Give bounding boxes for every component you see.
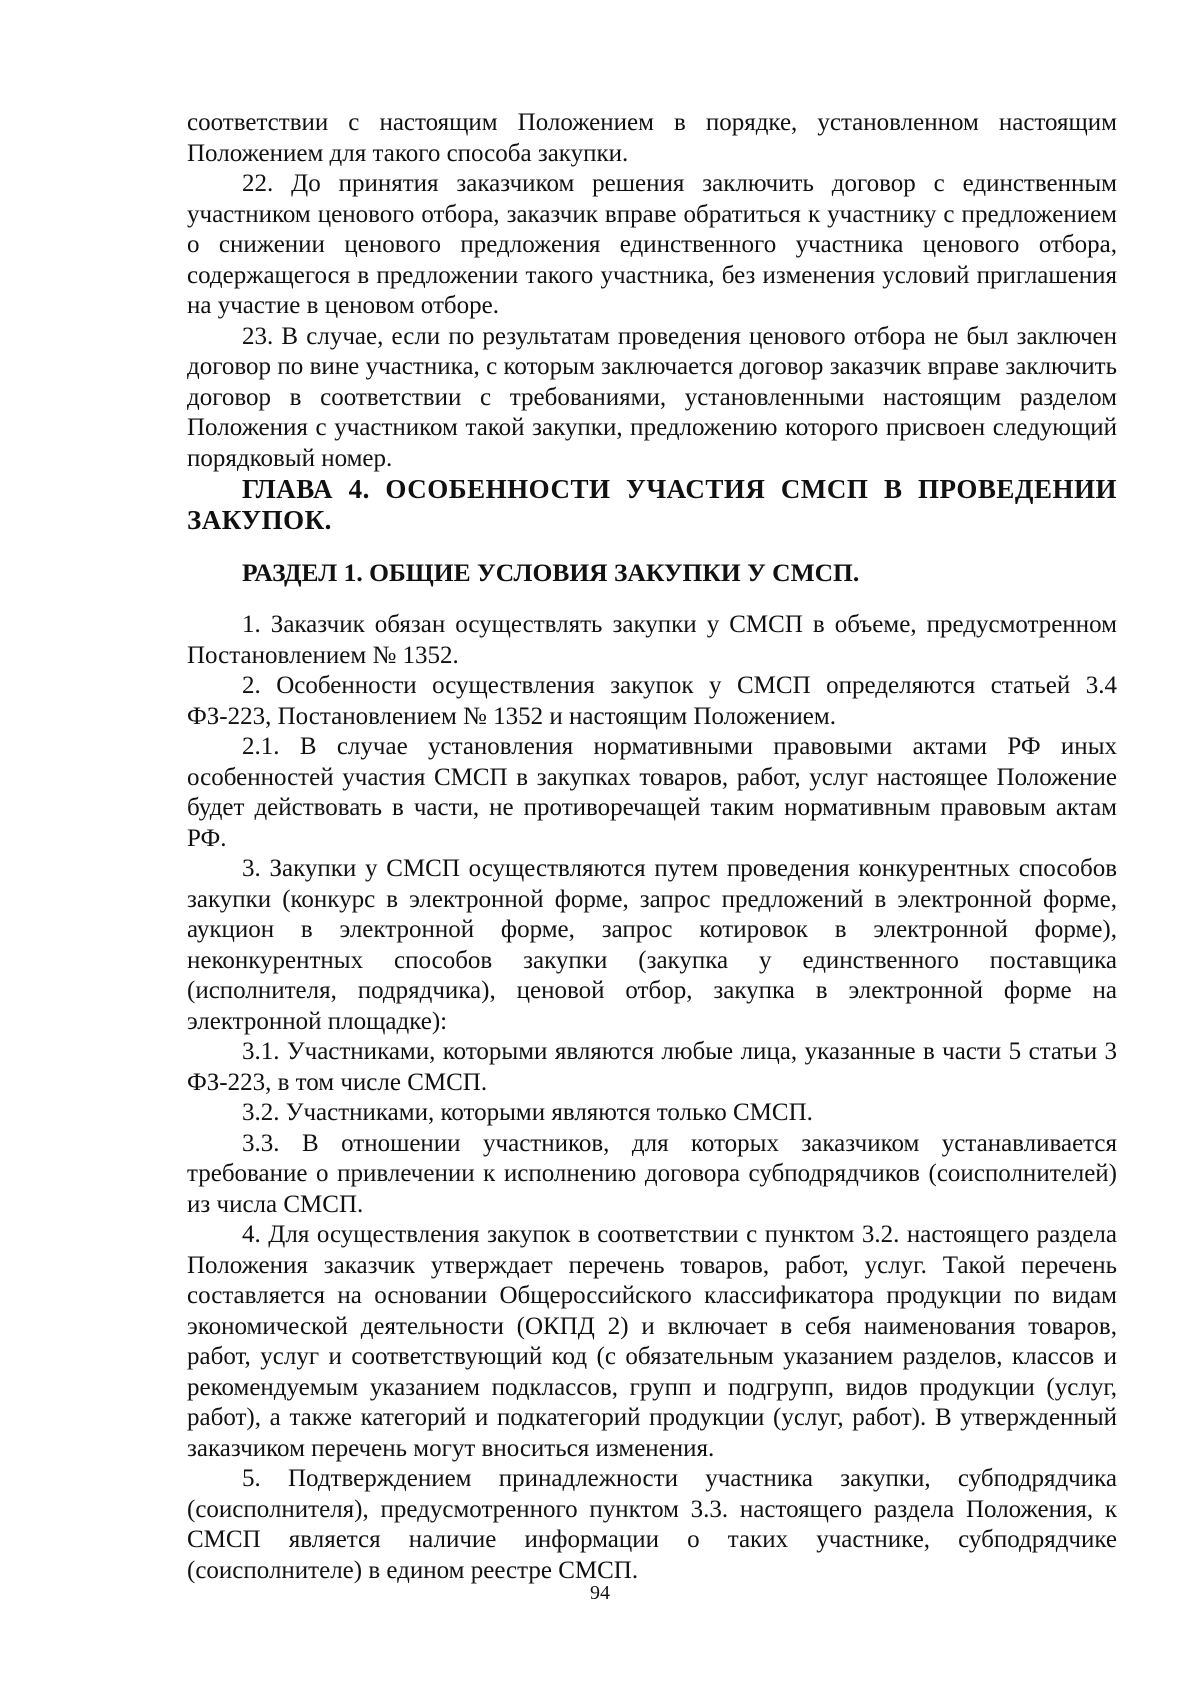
item-3-1: 3.1. Участниками, которыми являются любые лица, указанные в части 5 статьи 3 ФЗ-223, в том числе СМСП. bbox=[187, 1038, 1117, 1096]
document-page bbox=[187, 108, 1117, 1586]
section-title: РАЗДЕЛ 1. ОБЩИЕ УСЛОВИЯ ЗАКУПКИ У СМСП. bbox=[242, 558, 860, 587]
continuation-paragraph: соответствии с настоящим Положением в порядке, установленном настоящим Положением для такого способа закупки. bbox=[187, 109, 1117, 167]
item-3-3: 3.3. В отношении участников, для которых заказчиком устанавливается требование о привлечении к исполнению договора субподрядчиков (соисполнителей) из числа СМСП. bbox=[187, 1129, 1117, 1218]
page-number: 94 bbox=[590, 1582, 610, 1604]
item-1: 1. Заказчик обязан осуществлять закупки у СМСП в объеме, предусмотренном Постановлением № 1352. bbox=[187, 611, 1117, 669]
paragraph-23: 23. В случае, если по результатам проведения ценового отбора не был заключен договор по вине участника, с которым заключается договор заказчик вправе заключить договор в соответствии с требованиями, установленными настоящим разделом Положения с участником такой закупки, предложению которого присвоен следующий порядковый номер. bbox=[187, 322, 1117, 472]
paragraph-22: 22. До принятия заказчиком решения заключить договор с единственным участником ценового отбора, заказчик вправе обратиться к участнику с предложением о снижении ценового предложения единственного участника ценового отбора, содержащегося в предложении такого участника, без изменения условий приглашения на участие в ценовом отборе. bbox=[187, 170, 1117, 319]
item-3-2: 3.2. Участниками, которыми являются только СМСП. bbox=[242, 1099, 813, 1126]
item-2: 2. Особенности осуществления закупок у СМСП определяются статьей 3.4 ФЗ-223, Постановлением № 1352 и настоящим Положением. bbox=[187, 672, 1117, 730]
item-2-1: 2.1. В случае установления нормативными правовыми актами РФ иных особенностей участия СМСП в закупках товаров, работ, услуг настоящее Положение будет действовать в части, не противоречащей таким нормативным правовым актам РФ. bbox=[187, 733, 1117, 852]
item-5: 5. Подтверждением принадлежности участника закупки, субподрядчика (соисполнителя), предусмотренного пунктом 3.3. настоящего раздела Положения, к СМСП является наличие информации о таких участнике, субподрядчике (соисполнителе) в едином реестре СМСП. bbox=[187, 1465, 1117, 1584]
item-4: 4. Для осуществления закупок в соответствии с пунктом 3.2. настоящего раздела Положения заказчик утверждает перечень товаров, работ, услуг. Такой перечень составляется на основании Общероссийского классификатора продукции по видам экономической деятельности (ОКПД 2) и включает в себя наименования товаров, работ, услуг и соответствующий код (с обязательным указанием разделов, классов и рекомендуемым указанием подклассов, групп и подгрупп, видов продукции (услуг, работ), а также категорий и подкатегорий продукции (услуг, работ). В утвержденный заказчиком перечень могут вноситься изменения. bbox=[187, 1221, 1117, 1462]
item-3: 3. Закупки у СМСП осуществляются путем проведения конкурентных способов закупки (конкурс в электронной форме, запрос предложений в электронной форме, аукцион в электронной форме, запрос котировок в электронной форме), неконкурентных способов закупки (закупка у единственного поставщика (исполнителя, подрядчика), ценовой отбор, закупка в электронной форме на электронной площадке): bbox=[187, 855, 1117, 1035]
chapter-title: ГЛАВА 4. ОСОБЕННОСТИ УЧАСТИЯ СМСП В ПРОВЕДЕНИИ ЗАКУПОК. bbox=[187, 474, 1117, 535]
